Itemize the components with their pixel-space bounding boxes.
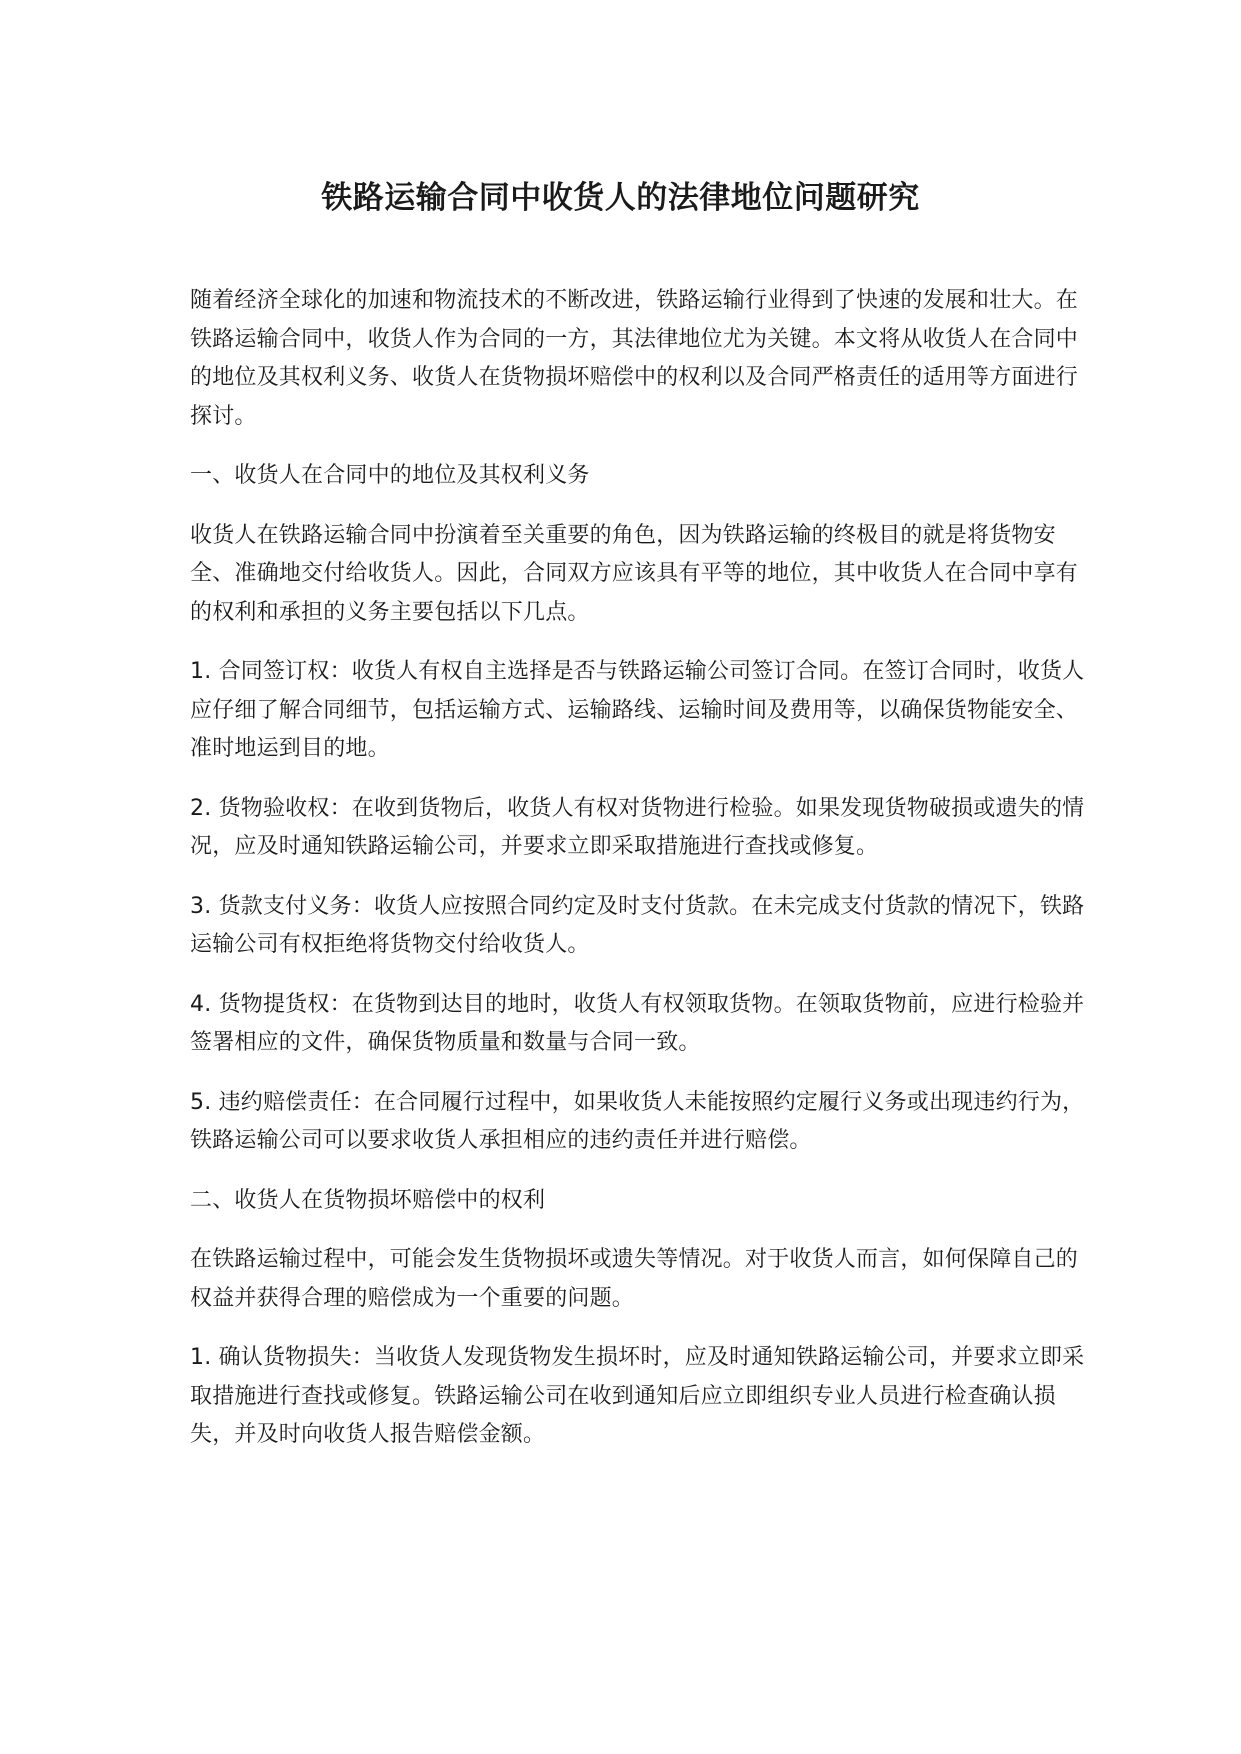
list-item-1: 1. 合同签订权：收货人有权自主选择是否与铁路运输公司签订合同。在签订合同时，收货人应仔细了解合同细节，包括运输方式、运输路线、运输时间及费用等，以确保货物能安全、准时地运到目的地。 <box>190 659 1085 761</box>
section-1-paragraph: 收货人在铁路运输合同中扮演着至关重要的角色，因为铁路运输的终极目的就是将货物安全、准确地交付给收货人。因此，合同双方应该具有平等的地位，其中收货人在合同中享有的权利和承担的义务主要包括以下几点。 <box>190 522 1079 625</box>
section-2-list-item-1: 1. 确认货物损失：当收货人发现货物发生损坏时，应及时通知铁路运输公司，并要求立即采取措施进行查找或修复。铁路运输公司在收到通知后应立即组织专业人员进行检查确认损失，并及时向收货人报告赔偿金额。 <box>190 1345 1085 1447</box>
list-item-3: 3. 货款支付义务：收货人应按照合同约定及时支付货款。在未完成支付货款的情况下，铁路运输公司有权拒绝将货物交付给收货人。 <box>190 893 1085 957</box>
section-2-paragraph: 在铁路运输过程中，可能会发生货物损坏或遗失等情况。对于收货人而言，如何保障自己的权益并获得合理的赔偿成为一个重要的问题。 <box>190 1247 1079 1311</box>
section-heading-1: 一、收货人在合同中的地位及其权利义务 <box>190 463 590 488</box>
intro-paragraph: 随着经济全球化的加速和物流技术的不断改进，铁路运输行业得到了快速的发展和壮大。在铁路运输合同中，收货人作为合同的一方，其法律地位尤为关键。本文将从收货人在合同中的地位及其权利义务、收货人在货物损坏赔偿中的权利以及合同严格责任的适用等方面进行探讨。 <box>190 288 1079 429</box>
list-item-4: 4. 货物提货权：在货物到达目的地时，收货人有权领取货物。在领取货物前，应进行检验并签署相应的文件，确保货物质量和数量与合同一致。 <box>190 991 1085 1055</box>
document-title: 铁路运输合同中收货人的法律地位问题研究 <box>321 180 920 216</box>
document-body <box>190 282 1090 1476</box>
section-heading-2: 二、收货人在货物损坏赔偿中的权利 <box>190 1187 546 1213</box>
list-item-2: 2. 货物验收权：在收到货物后，收货人有权对货物进行检验。如果发现货物破损或遗失的情况，应及时通知铁路运输公司，并要求立即采取措施进行查找或修复。 <box>190 795 1085 859</box>
list-item-5: 5. 违约赔偿责任：在合同履行过程中，如果收货人未能按照约定履行义务或出现违约行为，铁路运输公司可以要求收货人承担相应的违约责任并进行赔偿。 <box>190 1089 1085 1153</box>
